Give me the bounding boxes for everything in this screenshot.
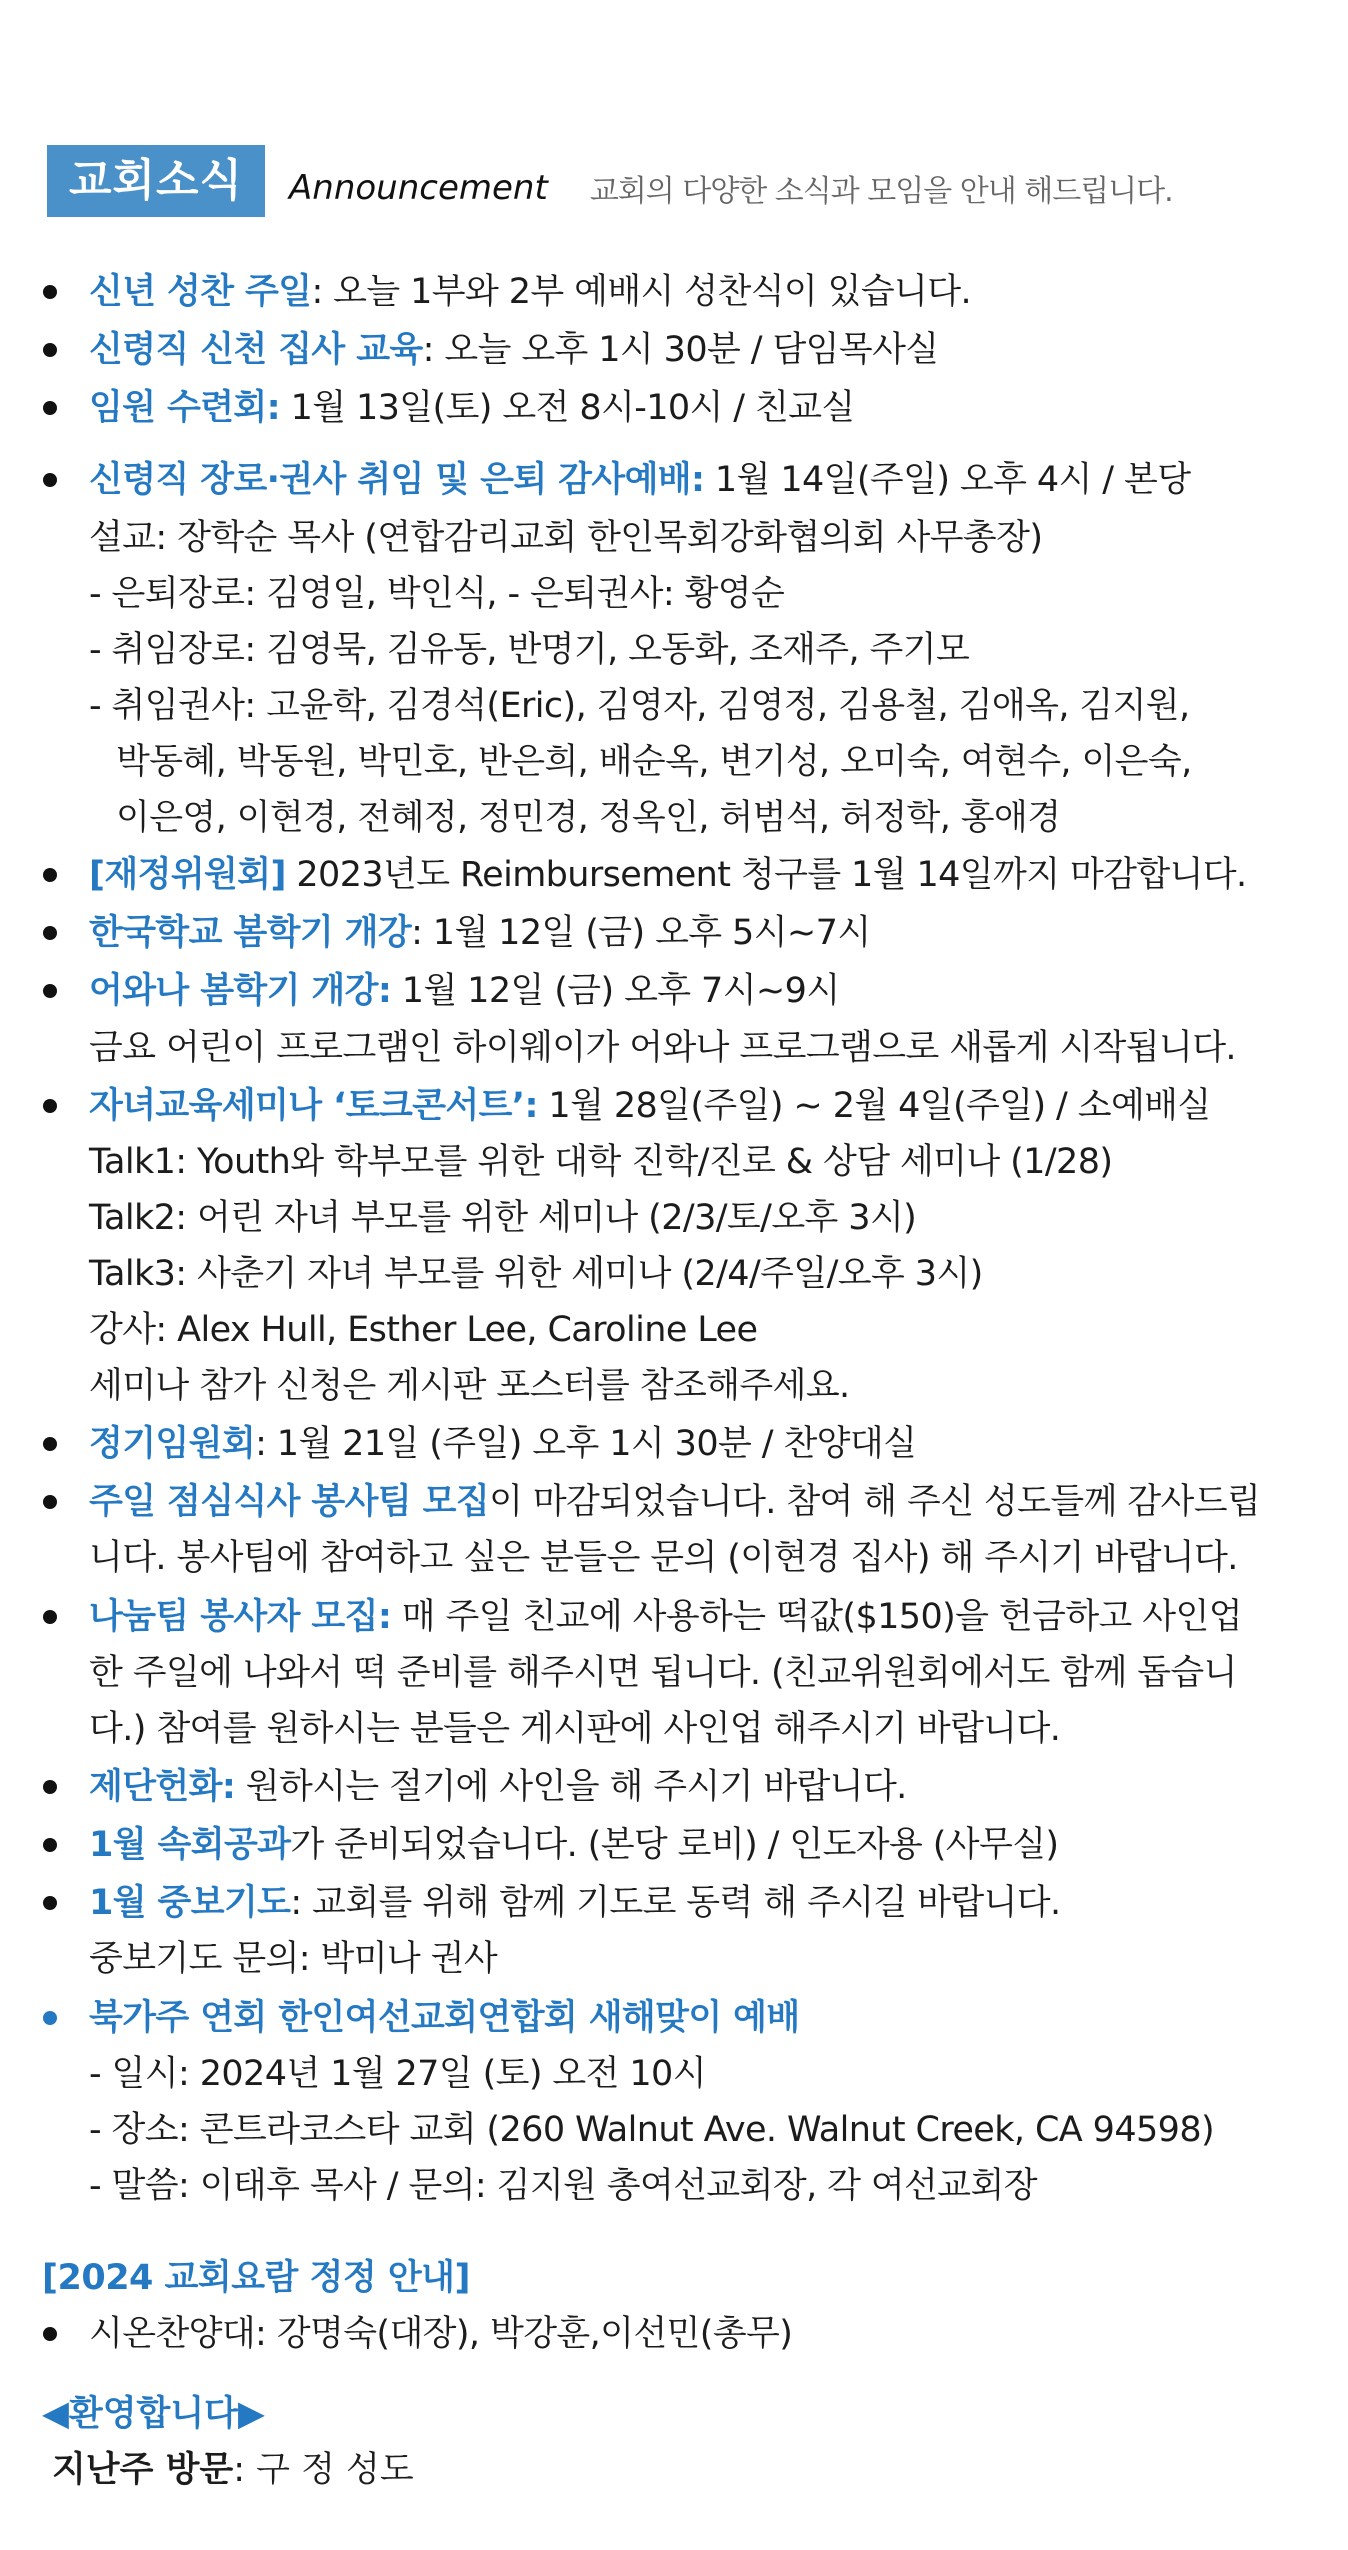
item-detail: 다.) 참여를 원하시는 분들은 게시판에 사인업 해주시기 바랍니다.	[89, 1709, 1061, 1749]
header-subtitle: 교회의 다양한 소식과 모임을 안내 해드립니다.	[589, 174, 1173, 209]
item-detail: - 은퇴장로: 김영일, 박인식, - 은퇴권사: 황영순	[89, 574, 785, 614]
item-detail: - 장소: 콘트라코스타 교회 (260 Walnut Ave. Walnut Creek, CA 94598)	[89, 2110, 1215, 2150]
item-title: 1월 속회공과	[89, 1825, 291, 1865]
item-line	[89, 1589, 1242, 1645]
item-detail: 금요 어린이 프로그램인 하이웨이가 어와나 프로그램으로 새롭게 시작됩니다.	[89, 1028, 1236, 1068]
visitor-name: : 구 정 성도	[233, 2450, 414, 2490]
visitor-line	[52, 2442, 414, 2498]
bullet-icon	[43, 2327, 57, 2341]
item-line	[89, 1817, 1058, 1873]
welcome-heading: ◀환영합니다▶	[42, 2394, 265, 2434]
item-detail: - 말씀: 이태후 목사 / 문의: 김지원 총여선교회장, 각 여선교회장	[89, 2166, 1037, 2206]
header-english-title: Announcement	[289, 168, 548, 208]
bullet-icon	[43, 1780, 57, 1794]
bullet-icon	[43, 868, 57, 882]
item-line	[89, 847, 1247, 903]
item-text: 이 마감되었습니다. 참여 해 주신 성도들께 감사드립	[489, 1482, 1261, 1522]
item-line	[89, 1875, 1061, 1931]
bullet-icon	[43, 926, 57, 940]
item-detail: 니다. 봉사팀에 참여하고 싶은 분들은 문의 (이현경 집사) 해 주시기 바랍니다.	[89, 1538, 1238, 1578]
item-title: [재정위원회]	[89, 855, 286, 895]
bullet-icon	[43, 401, 57, 415]
item-text: 매 주일 친교에 사용하는 떡값($150)을 헌금하고 사인업	[391, 1597, 1242, 1637]
item-line	[89, 1990, 800, 2046]
item-line	[89, 322, 939, 378]
item-detail: Talk2: 어린 자녀 부모를 위한 세미나 (2/3/토/오후 3시)	[89, 1198, 917, 1238]
item-line	[89, 1078, 1211, 1134]
item-text: 1월 13일(토) 오전 8시-10시 / 친교실	[280, 388, 855, 428]
item-line	[89, 963, 840, 1019]
correction-text: 시온찬양대: 강명숙(대장), 박강훈,이선민(총무)	[89, 2314, 793, 2354]
item-text: 1월 12일 (금) 오후 7시~9시	[391, 971, 840, 1011]
item-text: : 오늘 오후 1시 30분 / 담임목사실	[422, 330, 939, 370]
bullet-icon	[43, 2011, 57, 2025]
item-line	[89, 264, 971, 320]
item-line	[89, 452, 1190, 508]
item-text: : 오늘 1부와 2부 예배시 성찬식이 있습니다.	[311, 272, 972, 312]
correction-heading: [2024 교회요람 정정 안내]	[42, 2258, 470, 2298]
header-badge: 교회소식	[47, 145, 265, 217]
item-detail: 박동혜, 박동원, 박민호, 반은희, 배순옥, 변기성, 오미숙, 여현수, 이은숙,	[116, 742, 1192, 782]
item-detail: Talk1: Youth와 학부모를 위한 대학 진학/진로 & 상담 세미나 (1/28)	[89, 1142, 1113, 1182]
item-detail: 중보기도 문의: 박미나 권사	[89, 1939, 498, 1979]
bullet-icon	[43, 1437, 57, 1451]
bullet-icon	[43, 1896, 57, 1910]
item-detail: Talk3: 사춘기 자녀 부모를 위한 세미나 (2/4/주일/오후 3시)	[89, 1254, 983, 1294]
item-detail: 강사: Alex Hull, Esther Lee, Caroline Lee	[89, 1310, 758, 1350]
item-title: 신년 성찬 주일	[89, 272, 312, 312]
bullet-icon	[43, 1838, 57, 1852]
item-title: 나눔팀 봉사자 모집:	[89, 1597, 392, 1637]
item-title: 1월 중보기도	[89, 1883, 291, 1923]
item-detail: 설교: 장학순 목사 (연합감리교회 한인목회강화협의회 사무총장)	[89, 518, 1043, 558]
visitor-label: 지난주 방문	[52, 2450, 234, 2490]
bullet-icon	[43, 984, 57, 998]
bullet-icon	[43, 343, 57, 357]
item-detail: 한 주일에 나와서 떡 준비를 해주시면 됩니다. (친교위원회에서도 함께 돕습니	[89, 1653, 1237, 1693]
item-detail: - 취임장로: 김영묵, 김유동, 반명기, 오동화, 조재주, 주기모	[89, 630, 970, 670]
item-detail: 이은영, 이현경, 전혜정, 정민경, 정옥인, 허범석, 허정학, 홍애경	[116, 798, 1061, 838]
item-line	[89, 905, 871, 961]
item-title: 신령직 신천 집사 교육	[89, 330, 423, 370]
item-text: : 1월 12일 (금) 오후 5시~7시	[411, 913, 871, 953]
announcement-header	[47, 145, 1173, 217]
item-line	[89, 1474, 1260, 1530]
item-line	[89, 1416, 916, 1472]
item-title: 정기임원회	[89, 1424, 256, 1464]
item-text: 가 준비되었습니다. (본당 로비) / 인도자용 (사무실)	[290, 1825, 1059, 1865]
item-title: 어와나 봄학기 개강:	[89, 971, 392, 1011]
item-detail: - 취임권사: 고윤학, 김경석(Eric), 김영자, 김영정, 김용철, 김애옥, 김지원,	[89, 686, 1190, 726]
bullet-icon	[43, 1610, 57, 1624]
item-text: 2023년도 Reimbursement 청구를 1월 14일까지 마감합니다.	[285, 855, 1247, 895]
bullet-icon	[43, 473, 57, 487]
item-title: 북가주 연회 한인여선교회연합회 새해맞이 예배	[89, 1998, 800, 2038]
item-line	[89, 1759, 907, 1815]
item-title: 자녀교육세미나 ‘토크콘서트’:	[89, 1086, 538, 1126]
item-title: 임원 수련회:	[89, 388, 281, 428]
bullet-icon	[43, 1099, 57, 1113]
item-line	[89, 380, 855, 436]
bullet-icon	[43, 285, 57, 299]
item-text: : 교회를 위해 함께 기도로 동력 해 주시길 바랍니다.	[290, 1883, 1061, 1923]
item-title: 제단헌화:	[89, 1767, 236, 1807]
item-text: 원하시는 절기에 사인을 해 주시기 바랍니다.	[235, 1767, 907, 1807]
item-title: 주일 점심식사 봉사팀 모집	[89, 1482, 490, 1522]
item-title: 신령직 장로·권사 취임 및 은퇴 감사예배:	[89, 460, 705, 500]
item-text: : 1월 21일 (주일) 오후 1시 30분 / 찬양대실	[255, 1424, 917, 1464]
item-title: 한국학교 봄학기 개강	[89, 913, 412, 953]
item-detail: 세미나 참가 신청은 게시판 포스터를 참조해주세요.	[89, 1366, 850, 1406]
bullet-icon	[43, 1495, 57, 1509]
item-text: 1월 14일(주일) 오후 4시 / 본당	[704, 460, 1191, 500]
item-text: 1월 28일(주일) ~ 2월 4일(주일) / 소예배실	[537, 1086, 1211, 1126]
item-detail: - 일시: 2024년 1월 27일 (토) 오전 10시	[89, 2054, 706, 2094]
